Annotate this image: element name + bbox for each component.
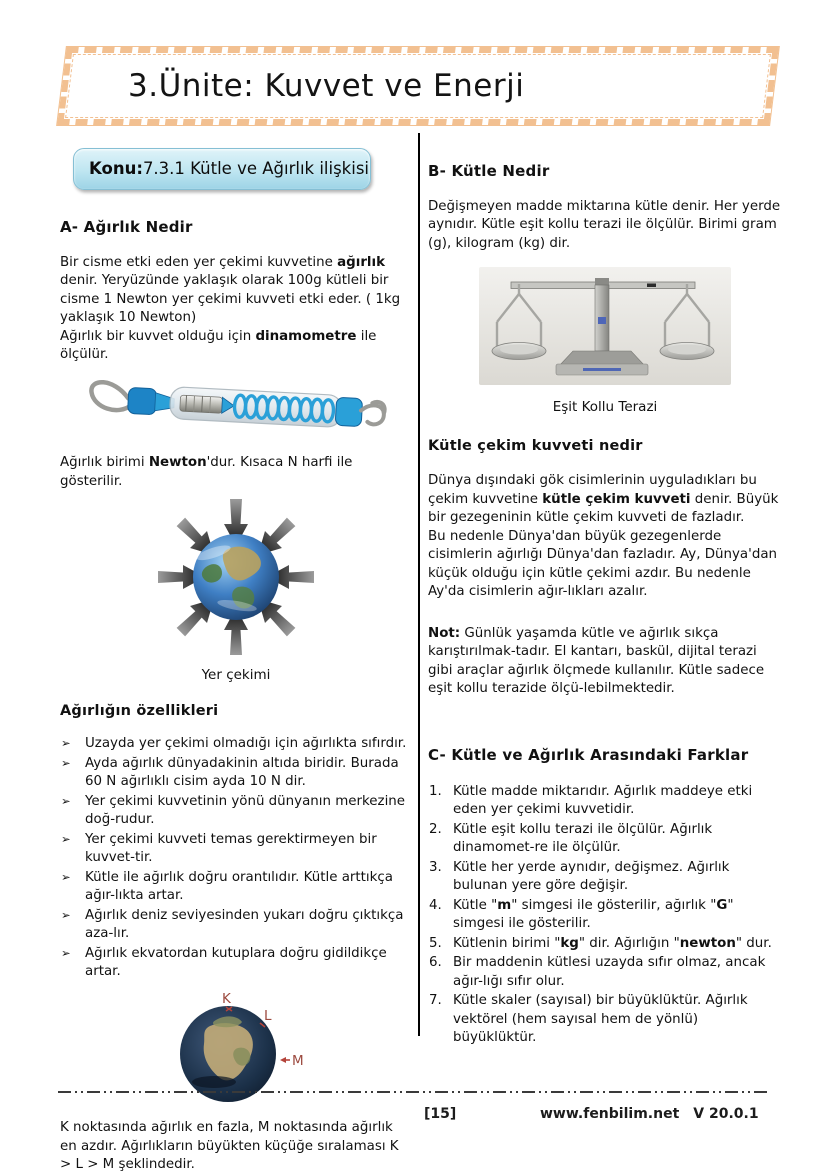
earth-gravity-icon: [144, 499, 328, 655]
arrow-bullet-icon: ➢: [61, 945, 71, 960]
list-item: Kütle eşit kollu terazi ile ölçülür. Ağırlık dinamomet-re ile ölçülür.: [453, 821, 713, 855]
column-divider: [418, 133, 420, 1036]
klm-paragraph: K noktasında ağırlık en fazla, M noktasında ağırlık en azdır. Ağırlıkların büyükten küçüğe sıralaması K > L > M şeklindedir.: [60, 1120, 399, 1171]
version-label: V 20.0.1: [693, 1106, 759, 1122]
balance-scale-image: [428, 267, 782, 416]
unit-header-frame: [57, 47, 779, 125]
topic-badge: Konu: 7.3.1 Kütle ve Ağırlık ilişkisi: [73, 148, 371, 190]
right-column: [428, 138, 782, 1049]
arrow-bullet-icon: ➢: [61, 907, 71, 922]
list-item: Kütle "m" simgesi ile gösterilir, ağırlık "G" simgesi ile gösterilir.: [453, 897, 734, 931]
point-k-label: K: [222, 990, 231, 1007]
arrow-bullet-icon: ➢: [61, 755, 71, 770]
balance-scale-caption: Eşit Kollu Terazi: [552, 398, 658, 415]
list-item: Kütle madde miktarıdır. Ağırlık maddeye etki eden yer çekimi kuvvetidir.: [453, 783, 753, 817]
footer-site-block: [540, 1106, 759, 1122]
section-a-heading: A- Ağırlık Nedir: [60, 218, 193, 236]
arrow-bullet-icon: ➢: [61, 793, 71, 808]
list-item: Kütlenin birimi "kg" dir. Ağırlığın "newton" dur.: [453, 935, 772, 951]
list-item: ➢ Ağırlık ekvatordan kutuplara doğru gidildikçe artar.: [61, 945, 387, 980]
section-b-paragraph: Değişmeyen madde miktarına kütle denir. Her yerde aynıdır. Kütle eşit kollu terazi ile ölçülür. Birimi gram (g), kilogram (kg) dir.: [428, 198, 781, 251]
properties-heading: Ağırlığın özellikleri: [60, 703, 219, 720]
page-number: [15]: [424, 1106, 457, 1122]
footer-separator: [58, 1091, 770, 1093]
arrow-bullet-icon: ➢: [61, 736, 71, 751]
section-b-heading: B- Kütle Nedir: [428, 162, 550, 180]
balance-scale-icon: [479, 267, 731, 385]
point-l-label: L: [264, 1007, 272, 1024]
gravity-force-paragraph: Dünya dışındaki gök cisimlerinin uyguladıkları bu çekim kuvvetine kütle çekim kuvveti denir. Büyük bir gezegeninin kütle çekim kuvveti de fazladır. Bu nedenle Dünya'dan büyük gezegenlerde cisimlerin ağırlığı Dünya'dan fazladır. Ay, Dünya'dan küçük olduğu için kütle çekimi azdır. Bu nedenle Ay'da cisimlerin ağır-lıkları azalır.: [428, 473, 779, 600]
mass-weight-differences-list: [428, 783, 782, 1048]
list-item: Kütle her yerde aynıdır, değişmez. Ağırlık bulunan yere göre değişir.: [453, 859, 730, 893]
unit-title: 3.Ünite: Kuvvet ve Enerji: [128, 68, 525, 104]
list-item: ➢ Yer çekimi kuvvetinin yönü dünyanın merkezine doğ-rudur.: [61, 793, 406, 828]
list-item: ➢ Ağırlık deniz seviyesinden yukarı doğru çıktıkça aza-lır.: [61, 907, 404, 942]
earth-klm-image: [60, 990, 412, 1115]
gravity-force-heading: Kütle çekim kuvveti nedir: [428, 438, 643, 455]
earth-gravity-image: [60, 499, 412, 684]
section-a-paragraph: Bir cisme etki eden yer çekimi kuvvetine ağırlık denir. Yeryüzünde yaklaşık olarak 100g kütleli bir cisme 1 Newton yer çekimi kuvveti etki eder. ( 1kg yaklaşık 10 Newton) Ağırlık bir kuvvet olduğu için dinamometre ile ölçülür.: [60, 254, 401, 363]
weight-properties-list: [60, 735, 412, 982]
list-item: ➢ Yer çekimi kuvveti temas gerektirmeyen bir kuvvet-tir.: [61, 831, 377, 866]
earth-gravity-caption: Yer çekimi: [201, 666, 271, 683]
left-column: [60, 138, 412, 1171]
arrow-bullet-icon: ➢: [61, 869, 71, 884]
list-item: ➢ Uzayda yer çekimi olmadığı için ağırlıkta sıfırdır.: [61, 736, 407, 752]
list-item: Kütle skaler (sayısal) bir büyüklüktür. Ağırlık vektörel (hem sayısal hem de yönlü) büyüklüktür.: [453, 993, 748, 1045]
list-item: ➢ Ayda ağırlık dünyadakinin altıda biridir. Burada 60 N ağırlıklı cisim ayda 10 N dir.: [61, 755, 399, 790]
point-m-label: M: [292, 1052, 304, 1069]
site-url: www.fenbilim.net: [540, 1106, 680, 1122]
dynamometer-icon: [82, 374, 390, 440]
section-c-heading: C- Kütle ve Ağırlık Arasındaki Farklar: [428, 745, 749, 764]
note-paragraph: Not: Günlük yaşamda kütle ve ağırlık sıkça karıştırılmak-tadır. El kantarı, baskül, dijital terazi gibi araçlar ağırlık ölçmede kullanılır. Kütle sadece eşit kollu terazide ölçü-lebilmektedir.: [428, 625, 765, 697]
list-item: ➢ Kütle ile ağırlık doğru orantılıdır. Kütle arttıkça ağır-lıkta artar.: [61, 869, 393, 904]
newton-unit-paragraph: Ağırlık birimi Newton'dur. Kısaca N harfi ile gösterilir.: [60, 455, 353, 489]
list-item: Bir maddenin kütlesi uzayda sıfır olmaz, ancak ağır-lığı sıfır olur.: [453, 955, 766, 989]
arrow-bullet-icon: ➢: [61, 831, 71, 846]
dynamometer-image: [60, 374, 412, 447]
